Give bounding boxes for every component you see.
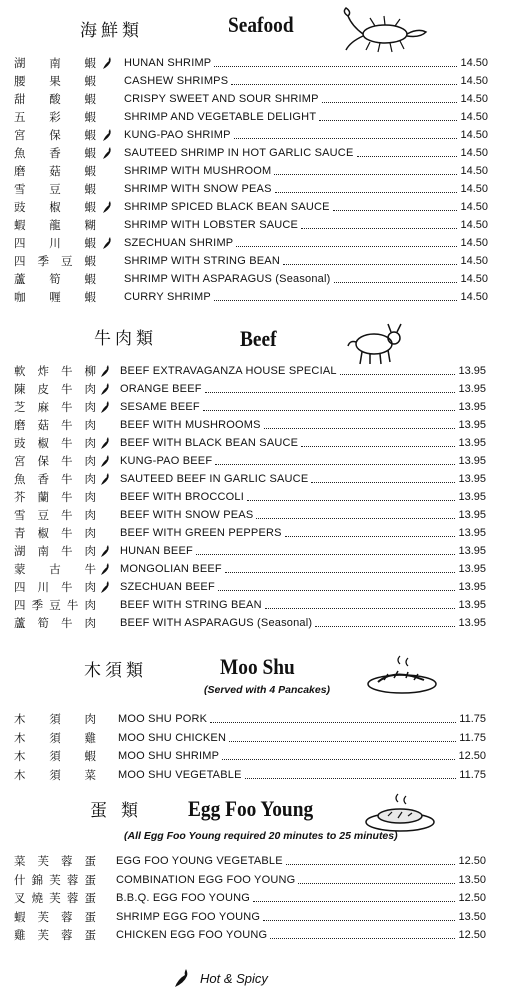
dot-leader <box>247 482 455 501</box>
item-price: 14.50 <box>460 219 488 231</box>
chili-pepper-icon <box>100 544 110 558</box>
item-chinese-name: 湖 南 蝦 <box>14 56 96 70</box>
dot-leader <box>311 464 455 483</box>
item-chinese-name: 菜 芙 蓉 蛋 <box>14 854 96 868</box>
dot-leader <box>225 554 455 573</box>
dot-leader <box>340 356 455 375</box>
dot-leader <box>245 760 456 779</box>
item-price: 14.50 <box>460 111 488 123</box>
dot-leader <box>274 156 457 175</box>
item-price: 13.95 <box>458 599 486 611</box>
item-price: 14.50 <box>460 201 488 213</box>
item-english-name: CRISPY SWEET AND SOUR SHRIMP <box>124 93 319 105</box>
eggfooyoung-list <box>0 852 506 945</box>
item-english-name: HUNAN SHRIMP <box>124 57 212 69</box>
dot-leader <box>270 920 455 939</box>
item-price: 13.95 <box>458 563 486 575</box>
chili-pepper-icon <box>102 200 112 214</box>
dot-leader <box>214 48 457 67</box>
beef-header <box>0 318 506 358</box>
item-chinese-name: 叉 燒 芙 蓉 蛋 <box>14 891 96 905</box>
dot-leader <box>263 902 455 921</box>
item-english-name: CURRY SHRIMP <box>124 291 211 303</box>
item-chinese-name: 豉 椒 牛 肉 <box>14 436 96 450</box>
item-english-name: MOO SHU SHRIMP <box>118 750 220 762</box>
item-chinese-name: 魚 香 蝦 <box>14 146 96 160</box>
eggfooyoung-header <box>0 790 506 848</box>
item-price: 12.50 <box>458 892 486 904</box>
item-price: 14.50 <box>460 237 488 249</box>
item-english-name: KUNG-PAO BEEF <box>120 455 213 467</box>
dot-leader <box>301 210 457 229</box>
dot-leader <box>265 590 455 609</box>
item-price: 12.50 <box>458 750 486 762</box>
chili-pepper-icon <box>100 436 110 450</box>
chili-pepper-icon <box>100 400 110 414</box>
section-zh-title: 蛋類 <box>90 801 152 821</box>
chili-pepper-icon <box>172 967 192 989</box>
item-chinese-name: 宮 保 蝦 <box>14 128 96 142</box>
item-chinese-name: 四 川 蝦 <box>14 236 96 250</box>
item-english-name: SAUTEED SHRIMP IN HOT GARLIC SAUCE <box>124 147 354 159</box>
item-price: 14.50 <box>460 273 488 285</box>
dot-leader <box>196 536 455 555</box>
item-english-name: BEEF WITH STRING BEAN <box>120 599 262 611</box>
item-english-name: ORANGE BEEF <box>120 383 202 395</box>
item-english-name: MOO SHU PORK <box>118 713 208 725</box>
item-price: 14.50 <box>460 183 488 195</box>
dot-leader <box>357 138 457 157</box>
item-english-name: KUNG-PAO SHRIMP <box>124 129 231 141</box>
item-price: 13.95 <box>458 509 486 521</box>
item-price: 11.75 <box>459 713 486 725</box>
plate-dish-illustration-icon <box>360 792 440 834</box>
dot-leader <box>231 66 457 85</box>
dot-leader <box>218 572 455 591</box>
menu-item-row <box>0 288 506 306</box>
seafood-header <box>0 8 506 48</box>
item-english-name: HUNAN BEEF <box>120 545 193 557</box>
item-english-name: COMBINATION EGG FOO YOUNG <box>116 873 296 886</box>
item-english-name: BEEF EXTRAVAGANZA HOUSE SPECIAL <box>120 365 337 377</box>
item-chinese-name: 豉 椒 蝦 <box>14 200 96 214</box>
item-english-name: BEEF WITH GREEN PEPPERS <box>120 527 282 539</box>
dot-leader <box>256 500 455 519</box>
section-en-title: Egg Foo Young <box>188 796 314 821</box>
dot-leader <box>315 608 455 627</box>
item-english-name: CHICKEN EGG FOO YOUNG <box>116 929 268 941</box>
plate-dish-illustration-icon <box>364 654 444 696</box>
item-chinese-name: 四 季 豆 蝦 <box>14 254 96 268</box>
dot-leader <box>229 723 456 742</box>
item-chinese-name: 宮 保 牛 肉 <box>14 454 96 468</box>
section-zh-title: 木須類 <box>84 661 147 681</box>
section-note: (Served with 4 Pancakes) <box>204 684 331 696</box>
item-chinese-name: 什 錦 芙 蓉 蛋 <box>14 872 96 887</box>
item-english-name: B.B.Q. EGG FOO YOUNG <box>116 892 250 904</box>
menu-item-row <box>0 926 506 945</box>
item-chinese-name: 軟 炸 牛 柳 <box>14 364 96 378</box>
item-chinese-name: 木 須 蝦 <box>14 749 96 763</box>
item-chinese-name: 蒙 古 牛 <box>14 562 96 576</box>
item-chinese-name: 蘆 筍 牛 肉 <box>14 616 96 630</box>
item-price: 13.95 <box>458 455 486 467</box>
chili-pepper-icon <box>102 128 112 142</box>
item-chinese-name: 青 椒 牛 肉 <box>14 526 96 540</box>
item-price: 13.95 <box>458 617 486 629</box>
legend-label: Hot & Spicy <box>200 971 268 986</box>
item-chinese-name: 腰 果 蝦 <box>14 74 96 88</box>
item-chinese-name: 湖 南 牛 肉 <box>14 544 96 558</box>
item-price: 13.95 <box>458 545 486 557</box>
section-zh-title: 海鮮類 <box>80 21 143 41</box>
item-chinese-name: 木 須 雞 <box>14 730 96 745</box>
item-english-name: MOO SHU CHICKEN <box>118 731 227 744</box>
item-price: 13.95 <box>458 491 486 503</box>
chili-pepper-icon <box>100 364 110 378</box>
item-chinese-name: 芝 麻 牛 肉 <box>14 400 96 414</box>
item-english-name: BEEF WITH SNOW PEAS <box>120 509 254 521</box>
item-english-name: SHRIMP WITH ASPARAGUS (Seasonal) <box>124 273 331 285</box>
item-english-name: SHRIMP WITH LOBSTER SAUCE <box>124 219 299 231</box>
item-english-name: MONGOLIAN BEEF <box>120 563 222 575</box>
dot-leader <box>264 410 455 429</box>
item-english-name: CASHEW SHRIMPS <box>124 75 229 87</box>
item-price: 14.50 <box>460 147 488 159</box>
dot-leader <box>222 741 455 760</box>
chili-pepper-icon <box>100 562 110 576</box>
item-price: 13.95 <box>458 437 486 449</box>
item-price: 12.50 <box>458 929 486 941</box>
item-chinese-name: 魚 香 牛 肉 <box>14 472 96 486</box>
item-english-name: SHRIMP WITH STRING BEAN <box>124 255 280 267</box>
item-chinese-name: 甜 酸 蝦 <box>14 92 96 106</box>
item-chinese-name: 雪 豆 蝦 <box>14 182 96 196</box>
dot-leader <box>322 84 457 103</box>
dot-leader <box>283 246 457 265</box>
section-en-title: Seafood <box>228 12 294 37</box>
item-english-name: EGG FOO YOUNG VEGETABLE <box>116 855 283 867</box>
seafood-list <box>0 54 506 306</box>
item-english-name: SHRIMP WITH SNOW PEAS <box>124 183 272 195</box>
item-price: 13.50 <box>458 910 486 923</box>
item-price: 14.50 <box>460 57 488 69</box>
item-chinese-name: 磨 菇 牛 肉 <box>14 418 96 432</box>
item-price: 14.50 <box>460 75 488 87</box>
item-english-name: BEEF WITH BROCCOLI <box>120 491 244 503</box>
dot-leader <box>215 446 455 465</box>
item-english-name: MOO SHU VEGETABLE <box>118 768 242 781</box>
section-en-title: Beef <box>240 326 277 351</box>
item-price: 14.50 <box>460 255 488 267</box>
menu-item-row <box>0 766 506 785</box>
dot-leader <box>210 704 456 723</box>
section-note: (All Egg Foo Young required 20 minutes to 25 minutes) <box>124 830 398 842</box>
dot-leader <box>301 428 455 447</box>
dot-leader <box>253 883 455 902</box>
dot-leader <box>333 192 457 211</box>
item-chinese-name: 咖 喱 蝦 <box>14 290 96 304</box>
chili-pepper-icon <box>102 56 112 70</box>
chili-pepper-icon <box>100 580 110 594</box>
beef-list <box>0 362 506 632</box>
item-price: 13.95 <box>458 383 486 395</box>
item-price: 12.50 <box>458 855 486 867</box>
dot-leader <box>319 102 457 121</box>
dot-leader <box>214 282 457 301</box>
item-price: 13.95 <box>458 527 486 539</box>
dot-leader <box>298 865 455 884</box>
item-price: 14.50 <box>460 165 488 177</box>
item-chinese-name: 雪 豆 牛 肉 <box>14 508 96 522</box>
item-chinese-name: 芥 蘭 牛 肉 <box>14 490 96 504</box>
chili-pepper-icon <box>100 382 110 396</box>
dot-leader <box>275 174 457 193</box>
item-price: 14.50 <box>460 93 488 105</box>
item-price: 13.95 <box>458 401 486 413</box>
mooshu-header <box>0 652 506 700</box>
item-chinese-name: 磨 菇 蝦 <box>14 164 96 178</box>
dot-leader <box>205 374 455 393</box>
item-price: 13.95 <box>458 419 486 431</box>
item-price: 14.50 <box>460 129 488 141</box>
item-chinese-name: 雞 芙 蓉 蛋 <box>14 928 96 942</box>
item-english-name: SHRIMP SPICED BLACK BEAN SAUCE <box>124 201 330 213</box>
mooshu-list <box>0 710 506 784</box>
dot-leader <box>285 518 455 537</box>
item-price: 13.95 <box>458 473 486 485</box>
chili-pepper-icon <box>100 472 110 486</box>
item-english-name: SESAME BEEF <box>120 401 200 413</box>
item-chinese-name: 四 季 豆 牛 肉 <box>14 598 96 612</box>
item-chinese-name: 蝦 龍 糊 <box>14 218 96 232</box>
item-english-name: SZECHUAN BEEF <box>120 581 215 593</box>
item-chinese-name: 五 彩 蝦 <box>14 110 96 124</box>
item-english-name: SAUTEED BEEF IN GARLIC SAUCE <box>120 473 309 485</box>
dot-leader <box>286 846 455 865</box>
chili-pepper-icon <box>100 454 110 468</box>
dot-leader <box>334 264 457 283</box>
section-en-title: Moo Shu <box>220 654 295 679</box>
item-english-name: SHRIMP WITH MUSHROOM <box>124 165 272 177</box>
item-price: 13.95 <box>458 581 486 593</box>
menu-item-row <box>0 614 506 632</box>
dot-leader <box>236 228 457 247</box>
item-chinese-name: 四 川 牛 肉 <box>14 580 96 594</box>
item-price: 11.75 <box>459 731 486 744</box>
dot-leader <box>203 392 455 411</box>
chili-pepper-icon <box>102 236 112 250</box>
item-english-name: SZECHUAN SHRIMP <box>124 237 234 249</box>
item-english-name: BEEF WITH BLACK BEAN SAUCE <box>120 437 299 449</box>
chili-pepper-icon <box>102 146 112 160</box>
item-price: 13.95 <box>458 365 486 377</box>
item-chinese-name: 木 須 肉 <box>14 712 96 726</box>
item-english-name: BEEF WITH MUSHROOMS <box>120 419 261 431</box>
section-zh-title: 牛肉類 <box>94 329 157 349</box>
item-price: 14.50 <box>460 291 488 303</box>
item-english-name: BEEF WITH ASPARAGUS (Seasonal) <box>120 617 313 629</box>
item-chinese-name: 木 須 菜 <box>14 767 96 782</box>
item-price: 13.50 <box>458 873 486 886</box>
item-chinese-name: 蘆 筍 蝦 <box>14 272 96 286</box>
dot-leader <box>234 120 457 139</box>
item-english-name: SHRIMP EGG FOO YOUNG <box>116 910 261 923</box>
item-chinese-name: 蝦 芙 蓉 蛋 <box>14 909 96 924</box>
item-english-name: SHRIMP AND VEGETABLE DELIGHT <box>124 111 317 123</box>
item-chinese-name: 陳 皮 牛 肉 <box>14 382 96 396</box>
item-price: 11.75 <box>459 768 486 781</box>
